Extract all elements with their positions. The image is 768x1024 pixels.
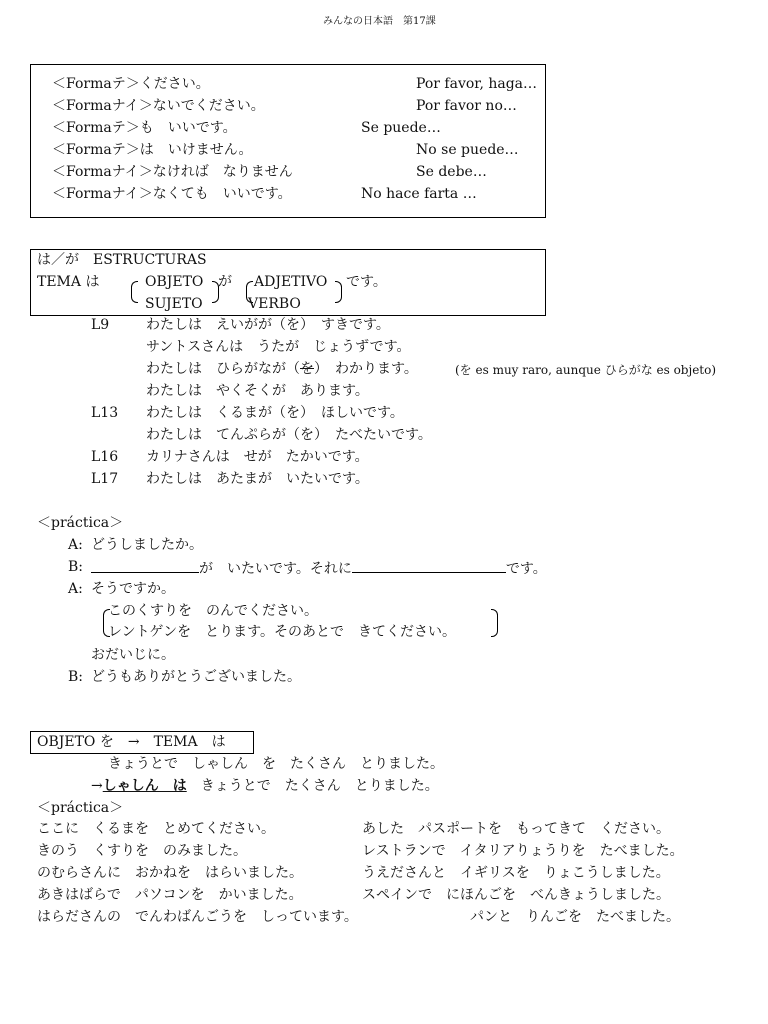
option-line: このくすりを のんでください。	[108, 603, 318, 619]
structure-desu: です。	[346, 274, 387, 290]
example-sentence: わたしは てんぷらが（を） たべたいです。	[146, 427, 432, 443]
practice-sentence-right: あした パスポートを もってきて ください。	[362, 821, 670, 837]
form-es-6: No hace farta …	[361, 186, 477, 202]
example-sentence: カリナさんは せが たかいです。	[146, 449, 369, 465]
objeto-tema-rule: OBJETO を → TEMA は	[37, 734, 226, 750]
lesson-label: L13	[91, 405, 119, 421]
practice-heading: ＜práctica＞	[37, 800, 124, 816]
right-brace-options	[491, 609, 498, 637]
page-header: みんなの日本語 第17課	[323, 16, 436, 27]
blank-2[interactable]	[352, 558, 506, 573]
speaker-label: B:	[68, 669, 84, 685]
dialogue-line: どうしましたか。	[91, 537, 203, 553]
example-rest: きょうとで たくさん とりました。	[200, 778, 439, 794]
blank-1[interactable]	[91, 558, 199, 573]
form-es-1: Por favor, haga…	[416, 76, 538, 92]
practice-sentence-left: ここに くるまを とめてください。	[37, 821, 275, 837]
structure-sujeto: SUJETO	[145, 296, 203, 312]
underlined-topic: しゃしん は	[102, 778, 187, 794]
example-sentence: わたしは くるまが（を） ほしいです。	[146, 405, 404, 421]
closing-line: おだいじに。	[91, 647, 175, 663]
practice-sentence-left: あきはばらで パソコンを かいました。	[37, 887, 303, 903]
right-brace-1	[212, 281, 219, 303]
practice-sentence-right: パンと りんごを たべました。	[470, 909, 680, 925]
struck-wo: を	[300, 361, 314, 377]
form-es-3: Se puede…	[361, 120, 441, 136]
lesson-label: L17	[91, 471, 119, 487]
practice-sentence-right: レストランで イタリアりょうりを たべました。	[362, 843, 684, 859]
structure-ga: が	[218, 274, 232, 290]
form-jp-5: ＜Formaナイ＞なければ なりません	[52, 164, 293, 180]
form-jp-4: ＜Formaテ＞は いけません。	[52, 142, 253, 158]
dialogue-line: そうですか。	[91, 581, 175, 597]
practice-sentence-left: のむらさんに おかねを はらいました。	[37, 865, 303, 881]
transform-example-1: きょうとで しゃしん を たくさん とりました。	[108, 756, 444, 772]
structure-objeto: OBJETO	[145, 274, 204, 290]
form-es-5: Se debe…	[416, 164, 487, 180]
speaker-label: A:	[68, 581, 83, 597]
example-sentence: わたしは あたまが いたいです。	[146, 471, 369, 487]
right-brace-2	[335, 281, 342, 303]
option-line: レントゲンを とります。そのあとで きてください。	[108, 624, 456, 640]
form-es-2: Por favor no…	[416, 98, 517, 114]
form-jp-6: ＜Formaナイ＞なくても いいです。	[52, 186, 292, 202]
practice-sentence-right: うえださんと イギリスを りょこうしました。	[362, 865, 670, 881]
practice-heading: ＜práctica＞	[37, 515, 124, 531]
structures-heading: は／が ESTRUCTURAS	[37, 252, 207, 268]
structure-tema: TEMA は	[37, 274, 100, 290]
form-es-4: No se puede…	[416, 142, 519, 158]
speaker-label: A:	[68, 537, 83, 553]
left-brace-1	[131, 281, 138, 303]
speaker-label: B:	[68, 559, 84, 575]
structure-adjetivo: ADJETIVO	[254, 274, 328, 290]
practice-sentence-left: きのう くすりを のみました。	[37, 843, 247, 859]
dialogue-fill-line	[91, 558, 547, 578]
form-jp-2: ＜Formaナイ＞ないでください。	[52, 98, 265, 114]
practice-sentence-left: はらださんの でんわばんごうを しっています。	[37, 909, 358, 925]
example-sentence: わたしは えいがが（を） すきです。	[146, 317, 390, 333]
transform-example-2	[91, 777, 439, 795]
dialogue-line: どうもありがとうございました。	[91, 669, 301, 685]
lesson-label: L9	[91, 317, 110, 333]
example-sentence: わたしは ひらがなが（を） わかります。	[146, 361, 418, 377]
dialogue-end: です。	[505, 561, 547, 577]
example-note: (を es muy raro, aunque ひらがな es objeto)	[455, 363, 717, 377]
practice-sentence-right: スペインで にほんごを べんきょうしました。	[362, 887, 670, 903]
lesson-label: L16	[91, 449, 119, 465]
form-jp-1: ＜Formaテ＞ください。	[52, 76, 210, 92]
structure-verbo: VERBO	[248, 296, 301, 312]
example-sentence: わたしは やくそくが あります。	[146, 383, 369, 399]
arrow-icon: →	[91, 778, 103, 794]
example-sentence: サントスさんは うたが じょうずです。	[146, 339, 411, 355]
form-jp-3: ＜Formaテ＞も いいです。	[52, 120, 237, 136]
dialogue-mid: が いたいです。それに	[199, 561, 352, 577]
